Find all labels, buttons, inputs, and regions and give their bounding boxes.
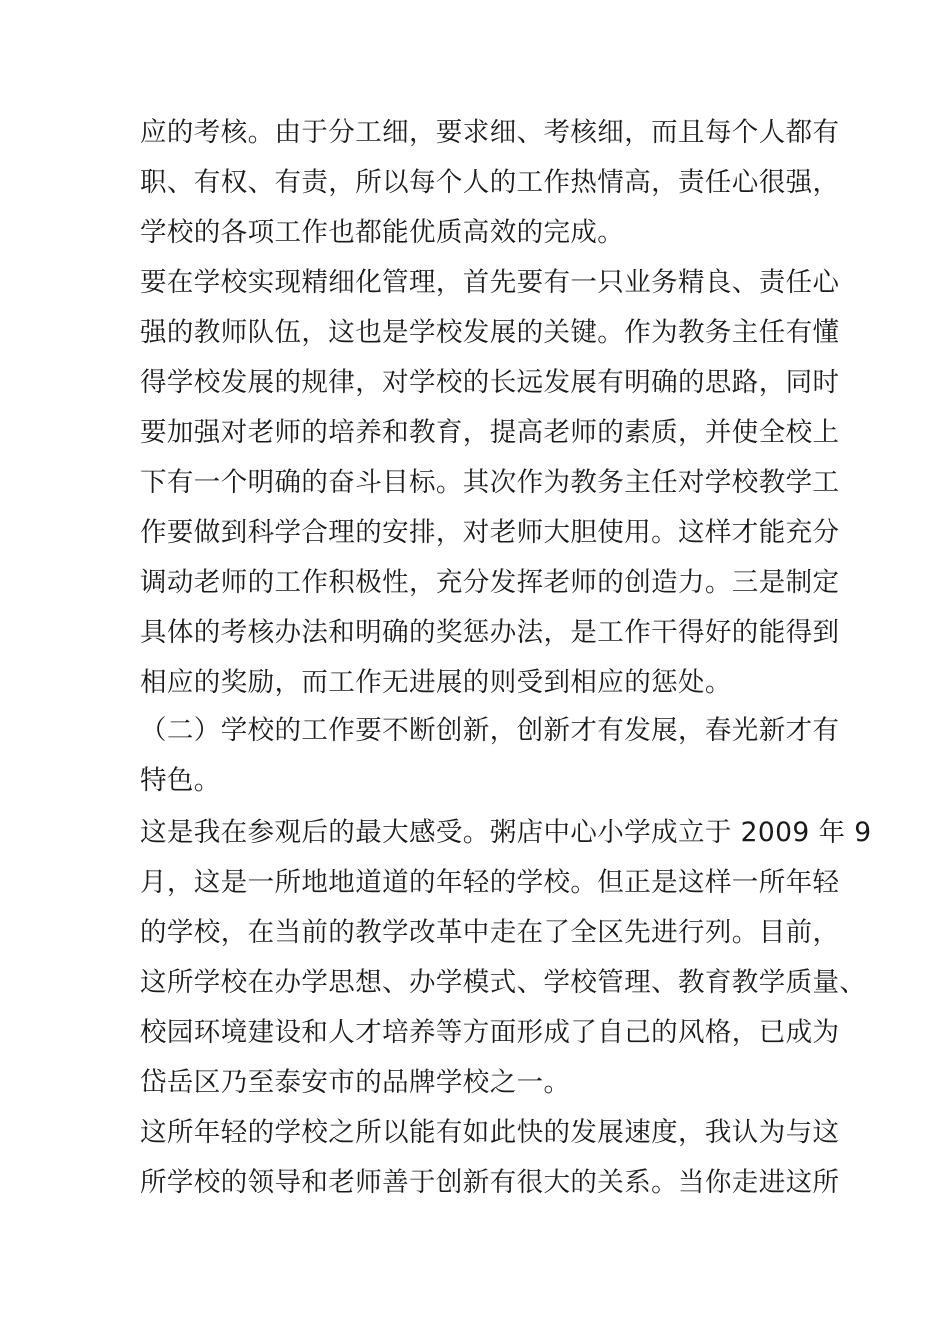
section-heading: 特色。 [140,765,221,796]
text-line: 这所年轻的学校之所以能有如此快的发展速度，我认为与这 [140,1117,840,1148]
text-line: 职、有权、有责，所以每个人的工作热情高，责任心很强， [140,167,840,198]
text-line: 的学校，在当前的教学改革中走在了全区先进行列。目前， [140,917,840,948]
text-line: 要在学校实现精细化管理，首先要有一只业务精良、责任心 [140,267,840,298]
text-line: 具体的考核办法和明确的奖惩办法，是工作干得好的能得到 [140,617,840,648]
text-line: 强的教师队伍，这也是学校发展的关键。作为教务主任有懂 [140,317,840,348]
text-line: 岱岳区乃至泰安市的品牌学校之一。 [140,1067,571,1098]
text-line: 这所学校在办学思想、办学模式、学校管理、教育教学质量、 [140,967,867,998]
section-heading: （二）学校的工作要不断创新，创新才有发展，春光新才有 [140,715,840,746]
text-line: 学校的各项工作也都能优质高效的完成。 [140,217,625,248]
text-line: 下有一个明确的奋斗目标。其次作为教务主任对学校教学工 [140,467,840,498]
text-line: 这是我在参观后的最大感受。粥店中心小学成立于 2009 年 9 [140,817,872,848]
text-line: 应的考核。由于分工细，要求细、考核细，而且每个人都有 [140,117,840,148]
text-line: 作要做到科学合理的安排，对老师大胆使用。这样才能充分 [140,517,840,548]
text-line: 得学校发展的规律，对学校的长远发展有明确的思路，同时 [140,367,840,398]
text-line: 调动老师的工作积极性，充分发挥老师的创造力。三是制定 [140,567,840,598]
text-line: 校园环境建设和人才培养等方面形成了自己的风格，已成为 [140,1017,840,1048]
text-line: 所学校的领导和老师善于创新有很大的关系。当你走进这所 [140,1167,840,1198]
text-line: 月，这是一所地地道道的年轻的学校。但正是这样一所年轻 [140,867,840,898]
text-line: 要加强对老师的培养和教育，提高老师的素质，并使全校上 [140,417,840,448]
text-line: 相应的奖励，而工作无进展的则受到相应的惩处。 [140,667,732,698]
